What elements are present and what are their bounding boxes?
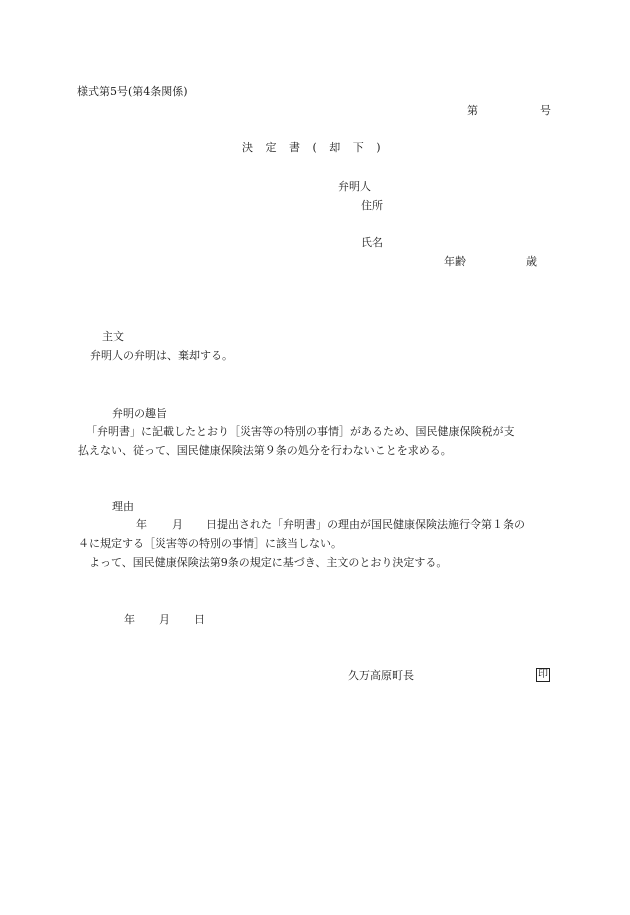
decision-date-month: 月 <box>159 613 170 626</box>
reason-heading: 理由 <box>112 500 134 513</box>
reason-line-1: 日提出された「弁明書」の理由が国民健康保険法施行令第１条の <box>206 518 525 531</box>
age-unit: 歳 <box>526 255 537 268</box>
decision-date-day: 日 <box>194 613 205 626</box>
petitioner-heading: 弁明人 <box>338 180 371 193</box>
purpose-line-1: 「弁明書」に記載したとおり［災害等の特別の事情］があるため、国民健康保険税が支 <box>86 425 515 438</box>
document-title: 決 定 書 ( 却 下 ) <box>242 141 382 154</box>
issuer-name: 久万高原町長 <box>348 669 414 682</box>
seal-mark: 印 <box>538 669 548 680</box>
reason-date-month: 月 <box>172 518 183 531</box>
reason-date-year: 年 <box>136 518 147 531</box>
decision-date-year: 年 <box>124 613 135 626</box>
reason-line-3: よって、国民健康保険法第9条の規定に基づき、主文のとおり決定する。 <box>89 556 448 569</box>
main-text-body: 弁明人の弁明は、棄却する。 <box>90 349 233 362</box>
name-label: 氏名 <box>361 236 383 249</box>
purpose-heading: 弁明の趣旨 <box>112 407 167 420</box>
purpose-line-2: 払えない、従って、国民健康保険法第９条の処分を行わないことを求める。 <box>78 444 452 457</box>
age-label: 年齢 <box>444 255 466 268</box>
address-label: 住所 <box>361 199 383 212</box>
form-label: 様式第5号(第4条関係) <box>77 85 188 98</box>
doc-number-suffix: 号 <box>540 104 551 117</box>
main-text-heading: 主文 <box>102 330 124 343</box>
reason-line-2: ４に規定する［災害等の特別の事情］に該当しない。 <box>78 537 342 550</box>
doc-number-prefix: 第 <box>467 104 478 117</box>
